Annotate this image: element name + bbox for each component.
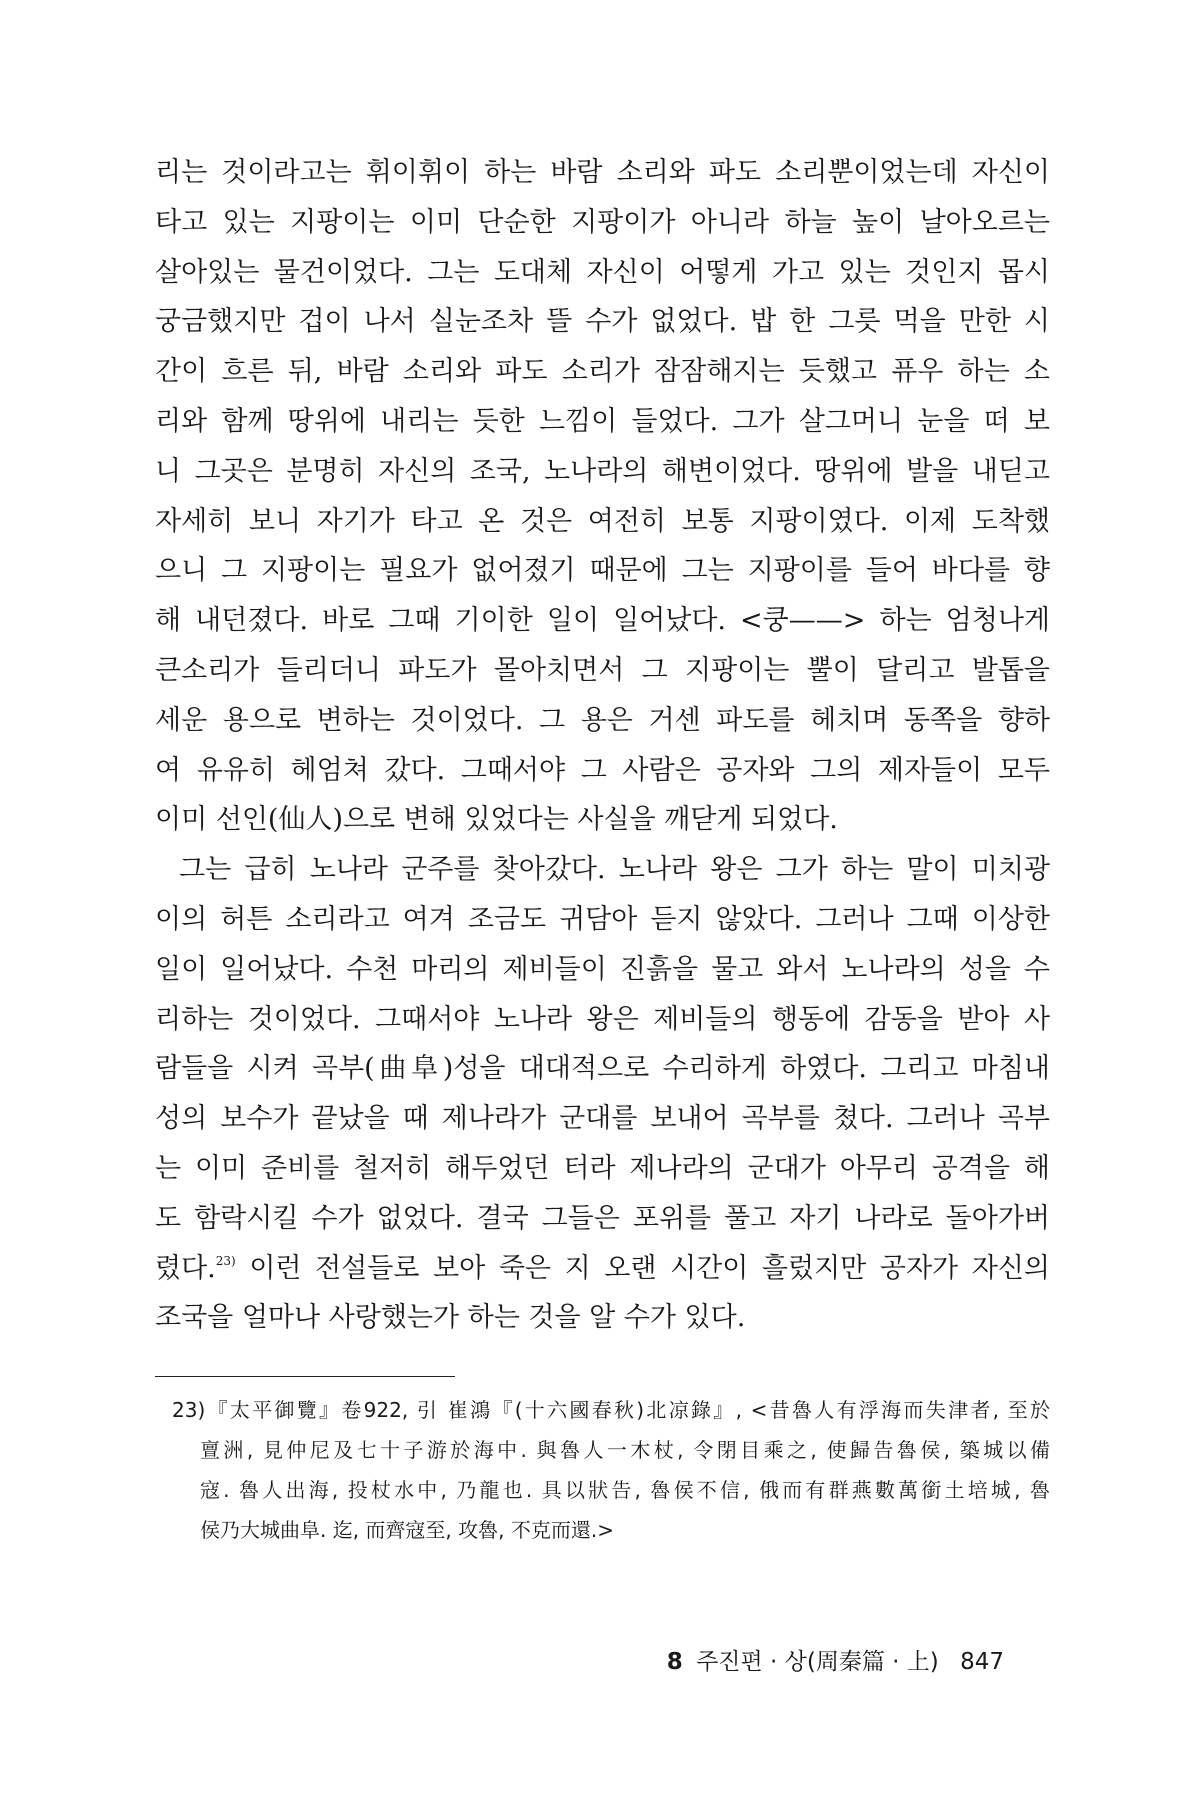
text-segment: 이런 전설들로 보아 죽은 지 오랜 시간이 흘렀지만 공자가 자신의 (235, 1252, 1050, 1284)
text-line: 타고 있는 지팡이는 이미 단순한 지팡이가 아니라 하늘 높이 날아오르는 (155, 206, 1050, 238)
text-line: 궁금했지만 겁이 나서 실눈조차 뜰 수가 없었다. 밥 한 그릇 먹을 만한 시 (155, 306, 1050, 338)
footnote-divider (155, 1376, 455, 1377)
text-line: 성의 보수가 끝났을 때 제나라가 군대를 보내어 곡부를 쳤다. 그러나 곡부 (155, 1103, 1050, 1135)
text-line: 으니 그 지팡이는 필요가 없어졌기 때문에 그는 지팡이를 들어 바다를 향 (155, 555, 1050, 587)
footnote-23 (172, 1390, 1050, 1550)
text-line: 해 내던졌다. 바로 그때 기이한 일이 일어났다. <쿵——> 하는 엄청나게 (155, 605, 1050, 637)
text-line: 리하는 것이었다. 그때서야 노나라 왕은 제비들의 행동에 감동을 받아 사 (155, 1003, 1050, 1035)
text-line: 리는 것이라고는 휘이휘이 하는 바람 소리와 파도 소리뿐이었는데 자신이 (155, 157, 1050, 188)
text-line: 이의 허튼 소리라고 여겨 조금도 귀담아 듣지 않았다. 그러나 그때 이상한 (155, 903, 1050, 935)
paragraph-1 (155, 148, 1050, 845)
text-line: 리와 함께 땅위에 내리는 듯한 느낌이 들었다. 그가 살그머니 눈을 떠 보 (155, 405, 1050, 437)
text-line: 는 이미 준비를 철저히 해두었던 터라 제나라의 군대가 아무리 공격을 해 (155, 1152, 1050, 1184)
text-line: 도 함락시킬 수가 없었다. 결국 그들은 포위를 풀고 자기 나라로 돌아가버 (155, 1202, 1050, 1234)
footnote-line: 寇. 魯人出海, 投杖水中, 乃龍也. 具以狀告, 魯侯不信, 俄而有群燕數萬銜土培城, 魯 (200, 1478, 1050, 1502)
footnote-line: 侯乃大城曲阜. 迄, 而齊寇至, 攻魯, 不克而還.> (200, 1518, 614, 1542)
footnote-reference: 23) (215, 1253, 236, 1268)
text-line: 큰소리가 들리더니 파도가 몰아치면서 그 지팡이는 뿔이 달리고 발톱을 (155, 654, 1050, 686)
text-line: 살아있는 물건이었다. 그는 도대체 자신이 어떻게 가고 있는 것인지 몹시 (155, 256, 1050, 288)
page-footer (667, 1643, 1004, 1676)
paragraph-2 (155, 845, 1050, 1343)
chapter-number: 8 (666, 1649, 683, 1675)
text-line: 일이 일어났다. 수천 마리의 제비들이 진흙을 물고 와서 노나라의 성을 수 (155, 953, 1050, 985)
text-line (155, 1244, 1050, 1294)
chapter-title: 주진편 · 상(周秦篇 · 上) (696, 1649, 939, 1675)
text-line: 세운 용으로 변하는 것이었다. 그 용은 거센 파도를 헤치며 동쪽을 향하 (155, 704, 1050, 736)
text-line: 니 그곳은 분명히 자신의 조국, 노나라의 해변이었다. 땅위에 발을 내딛고 (155, 455, 1050, 487)
text-line: 여 유유히 헤엄쳐 갔다. 그때서야 그 사람은 공자와 그의 제자들이 모두 (155, 754, 1050, 786)
text-segment: 렸다. (155, 1252, 216, 1284)
text-line: 람들을 시켜 곡부(曲阜)성을 대대적으로 수리하게 하였다. 그리고 마침내 (155, 1053, 1050, 1085)
page-number: 847 (960, 1649, 1004, 1675)
footnote-line: 23)『太平御覽』卷922, 引 崔鴻『(十六國春秋)北凉錄』, <昔魯人有浮海而失津者, 至於 (172, 1398, 1050, 1422)
body-text (155, 148, 1050, 1343)
text-line: 간이 흐른 뒤, 바람 소리와 파도 소리가 잠잠해지는 듯했고 퓨우 하는 소 (155, 356, 1050, 388)
text-line: 이미 선인(仙人)으로 변해 있었다는 사실을 깨닫게 되었다. (155, 804, 838, 836)
text-line: 자세히 보니 자기가 타고 온 것은 여전히 보통 지팡이였다. 이제 도착했 (155, 505, 1050, 537)
text-line: 그는 급히 노나라 군주를 찾아갔다. 노나라 왕은 그가 하는 말이 미치광 (179, 854, 1050, 886)
footnote-line: 亶洲, 見仲尼及七十子游於海中. 與魯人一木杖, 令閉目乘之, 使歸告魯侯, 築城以備 (200, 1438, 1050, 1462)
text-line: 조국을 얼마나 사랑했는가 하는 것을 알 수가 있다. (155, 1302, 746, 1334)
